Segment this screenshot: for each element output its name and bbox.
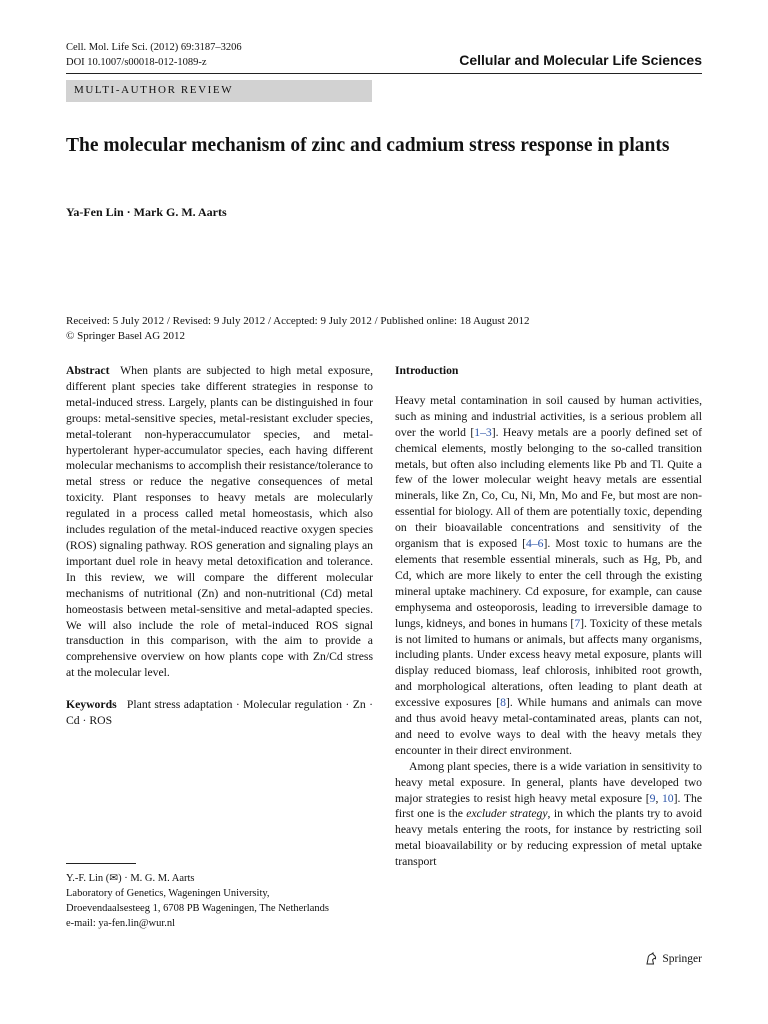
journal-citation: Cell. Mol. Life Sci. (2012) 69:3187–3206 bbox=[66, 42, 242, 53]
citation-block bbox=[66, 40, 242, 70]
footnote-lab: Laboratory of Genetics, Wageningen University, bbox=[66, 888, 270, 899]
article-type-label: MULTI-AUTHOR REVIEW bbox=[74, 84, 234, 96]
left-column bbox=[66, 363, 373, 729]
text-run: ]. Most toxic to humans are the elements that resemble essential minerals, such as Hg, Pb, and Cd, which are more likely to enter the cell through the existing mineral uptake machinery. Cd exposure, for example, can cause emphysema and osteoporosis, leading to irreversible damage to lungs, kidneys, and bones in humans [ bbox=[395, 537, 702, 630]
publisher-mark bbox=[644, 952, 702, 966]
text-run: ]. Heavy metals are a poorly defined set of chemical elements, mostly belonging to the so-called transition metals, but often also including elements like Pb and Tl. Quite a few of the lower molecular weight heavy metals are essential minerals, like Zn, Co, Cu, Ni, Mn, Mo and Fe, but most are non-essential for biology. All of them are potentially toxic, depending on their bioavailable concentrations and sensitivity of the organism that is exposed [ bbox=[395, 425, 702, 551]
right-column bbox=[395, 363, 702, 870]
footnote-email[interactable]: e-mail: ya-fen.lin@wur.nl bbox=[66, 918, 176, 929]
abstract bbox=[66, 363, 373, 681]
keywords bbox=[66, 697, 373, 729]
citation-link[interactable]: 10 bbox=[661, 791, 674, 805]
text-run: Heavy metal contamination in soil caused by human activities, such as mining and industrial activities, is a serious problem all over the world [ bbox=[395, 393, 702, 439]
abstract-label: Abstract bbox=[66, 364, 110, 377]
header-rule bbox=[66, 73, 702, 74]
author-affiliation bbox=[66, 871, 329, 931]
date-history: Received: 5 July 2012 / Revised: 9 July 2012 / Accepted: 9 July 2012 / Published online: 18 August 2012 bbox=[66, 315, 530, 327]
abstract-text: When plants are subjected to high metal exposure, different plant species take different strategies in response to metal-induced stress. Largely, plants can be distinguished in four groups: metal-sensitive species, metal-resistant excluder species, metal-tolerant non-hyperaccumulator species, and metal-hypertolerant hyper-accumulator species, each having different molecular mechanisms to accomplish their resistance/tolerance to metal stress or reduce the negative consequences of metal toxicity. Plant responses to heavy metals are molecularly regulated in a process called metal homeostasis, which also includes regulation of the metal-induced reactive oxygen species (ROS) signaling pathway. ROS generation and signaling plays an important duel role in heavy metal detoxification and tolerance. In this review, we will compare the different molecular mechanisms of nutritional (Zn) and non-nutritional (Cd) metal homeostasis between metal-sensitive and metal-adapted species. We will also include the role of metal-induced ROS signal transduction in this comparison, with the aim to provide a comprehensive overview on how plants cope with Zn/Cd stress at the molecular level. bbox=[66, 364, 374, 680]
article-type-banner bbox=[66, 80, 372, 102]
citation-link[interactable]: 7 bbox=[574, 616, 581, 630]
text-run: ]. While humans and animals can move and thus avoid heavy metal-contaminated areas, plants can not, and need to evolve ways to deal with the heavy metals they encounter in their direct environment. bbox=[395, 696, 702, 757]
citation-link[interactable]: 8 bbox=[500, 696, 506, 710]
citation-link[interactable]: 1–3 bbox=[474, 425, 492, 439]
intro-paragraph-1 bbox=[395, 393, 702, 759]
text-run: , in which the plants try to avoid heavy metals entering the roots, for instance by restricting soil metal bioavailability or by reducing expression of metal uptake transport bbox=[395, 807, 702, 869]
springer-horse-icon bbox=[644, 952, 658, 966]
footnote-address: Droevendaalsesteeg 1, 6708 PB Wageningen, The Netherlands bbox=[66, 903, 329, 914]
citation-link[interactable]: 4–6 bbox=[525, 537, 544, 551]
citation-link[interactable]: 9 bbox=[649, 791, 656, 805]
publication-dates bbox=[66, 314, 530, 344]
keywords-text: Plant stress adaptation · Molecular regulation · Zn · Cd · ROS bbox=[66, 698, 374, 728]
text-run: ]. The first one is the bbox=[395, 791, 703, 821]
article-title: The molecular mechanism of zinc and cadmium stress response in plants bbox=[66, 135, 670, 156]
section-heading: Introduction bbox=[395, 364, 459, 377]
intro-paragraph-2 bbox=[395, 759, 702, 870]
text-run: Among plant species, there is a wide variation in sensitivity to heavy metal exposure. In general, plants have developed two major strategies to resist high heavy metal exposure [ bbox=[395, 759, 702, 805]
keywords-label: Keywords bbox=[66, 698, 117, 712]
emphasis: excluder strategy bbox=[466, 807, 548, 821]
doi[interactable]: DOI 10.1007/s00018-012-1089-z bbox=[66, 57, 207, 68]
text-run: ]. Toxicity of these metals is not limited to humans or animals, but affects many organisms, including plants. Under excess heavy metal exposure, plants will display reduced biomass, leaf chlorosis, inhibited root growth, and morphological alterations, often leading to plant death at excessive exposures [ bbox=[395, 616, 702, 710]
publisher-name: Springer bbox=[662, 953, 702, 965]
text-run: , bbox=[655, 791, 662, 805]
copyright: © Springer Basel AG 2012 bbox=[66, 330, 185, 342]
footnote-authors: Y.-F. Lin (✉) · M. G. M. Aarts bbox=[66, 873, 195, 884]
journal-name: Cellular and Molecular Life Sciences bbox=[459, 52, 702, 68]
footnote-rule bbox=[66, 863, 136, 864]
authors: Ya-Fen Lin · Mark G. M. Aarts bbox=[66, 205, 227, 219]
